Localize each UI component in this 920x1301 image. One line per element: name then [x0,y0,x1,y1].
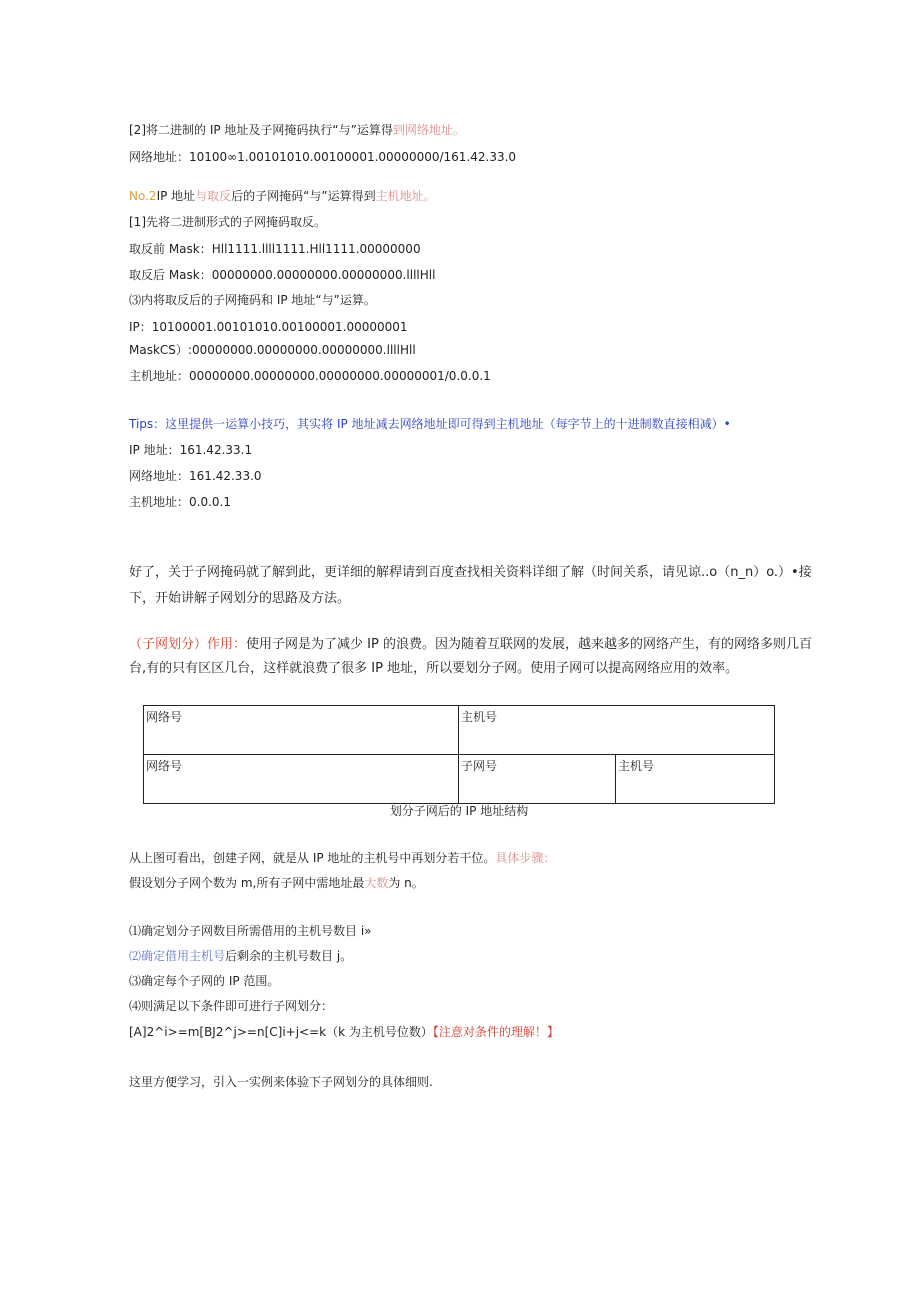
table-cell: 网络号 [144,706,459,755]
conditions-line [129,1026,559,1038]
step-item: ⑷则满足以下条件即可进行子网划分： [129,999,334,1013]
network-address-decimal: 网络地址：161.42.33.0 [129,469,262,483]
table-cell: 主机号 [459,706,775,755]
ip-structure-table [143,705,775,804]
paragraph-line: 台,有的只有区区几台，这样就浪费了很多 IP 地址，所以要划分子网。使用子网可以提高网络应用的效率。 [129,661,739,676]
step-item: ⑶确定每个子网的 IP 范围。 [129,974,280,988]
text-span: [A]2^i>=m[BJ2^j>=n[C]i+j<=k（k 为主机号位数） [129,1025,433,1039]
host-address-binary: 主机地址：00000000.00000000.00000000.00000001/0.0.0.1 [129,369,491,383]
table-caption: 划分子网后的 IP 地址结构 [389,804,529,818]
text-span: [2]将二进制的 IP 地址及子网掩码执行“与”运算得 [129,123,393,137]
paragraph-line [129,877,424,889]
table-row [144,706,775,755]
network-address-binary: 网络地址：10100∞1.00101010.00100001.00000000/161.42.33.0 [129,150,517,164]
paragraph-line [129,852,555,864]
no2-heading [129,190,436,202]
ip-binary: IP：10100001.00101010.00100001.00000001 [129,320,408,334]
step-2-network-line [129,124,465,136]
highlight-span: ⑵确定借用主机号 [129,949,226,963]
text-span: 从上图可看出，创建子网，就是从 IP 地址的主机号中再划分若干位。 [129,851,496,865]
highlight-span: 与取反 [195,189,232,203]
highlight-span: 到网络地址。 [392,123,465,137]
tips-line: Tips：这里提供一运算小技巧，其实将 IP 地址减去网络地址即可得到主机地址（每字节上的十进制数直接相减）• [129,417,731,431]
text-span: 后剩余的主机号数目 j。 [225,949,353,963]
table-cell: 主机号 [616,755,775,804]
text-span: 假设划分子网个数为 m,所有子网中需地址最 [129,876,365,890]
text-span: 使用子网是为了减少 IP 的浪费。因为随着互联网的发展，越来越多的网络产生，有的网络多则几百 [246,637,812,652]
mask-cs-binary: MaskCS）:00000000.00000000.00000000.llllHll [129,343,416,357]
table-cell: 网络号 [144,755,459,804]
subnet-purpose-label: （子网划分）作用： [129,637,247,652]
paragraph-line: 好了，关于子网掩码就了解到此，更详细的解稈请到百度查找相关资料详细了解（时间关系，请见谅..o（n_n）o.）•接 [129,565,812,580]
step-item [129,950,352,962]
host-address-decimal: 主机地址：0.0.0.1 [129,495,231,509]
no2-label: No.2 [129,189,157,203]
invert-mask-step: [1]先将二进制形式的子网掩码取反。 [129,215,326,229]
subnet-purpose-line [129,638,812,651]
ip-address-decimal: IP 地址：161.42.33.1 [129,443,253,457]
highlight-span: 主机地址。 [375,189,436,203]
text-span: 后的子网掩码“与”运算得到 [231,189,376,203]
paragraph-line: 下，开始讲解子网划分的思路及方法。 [129,591,351,606]
and-operation-step: ⑶内将取反后的子网掩码和 IP 地址“与”运算。 [129,293,376,307]
table-row [144,755,775,804]
text-span: IP 地址 [156,189,196,203]
step-item: ⑴确定划分子网数目所需借用的主机号数目 i» [129,924,372,938]
table-cell: 子网号 [459,755,616,804]
paragraph-line: 这里方便学习，引入一实例来体验下子网划分的具体细则. [129,1075,433,1089]
text-span: 为 n。 [388,876,424,890]
highlight-span: 具体步骤： [495,851,556,865]
highlight-span: 大数 [364,876,389,890]
mask-after-invert: 取反后 Mask：00000000.00000000.00000000.llllHll [129,268,436,282]
note-span: 【注意对条件的理解！】 [432,1025,559,1039]
mask-before-invert: 取反前 Mask：Hll1111.llll1111.Hll1111.00000000 [129,242,421,256]
